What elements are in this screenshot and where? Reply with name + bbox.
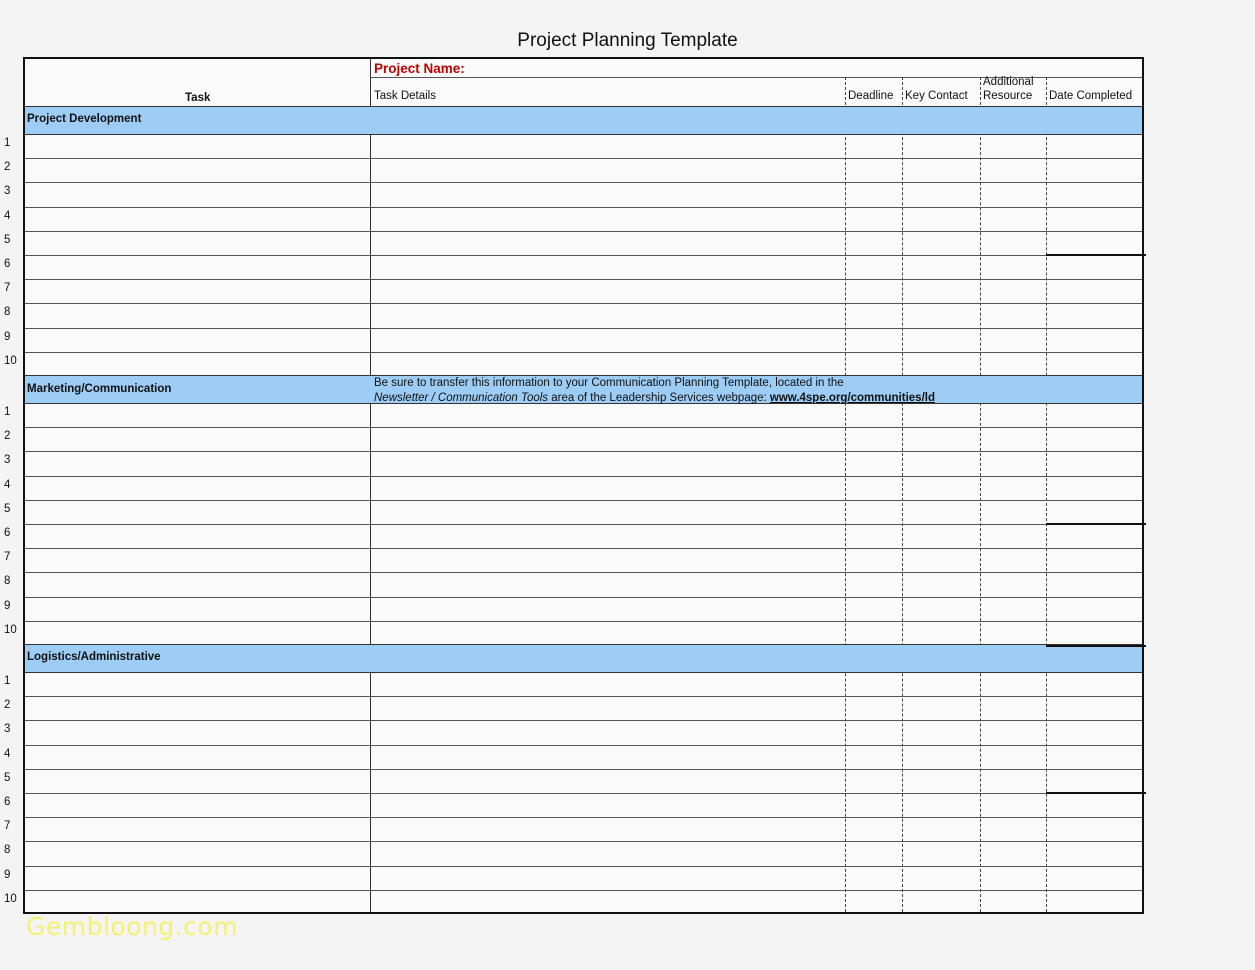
row-number: 2	[4, 161, 11, 174]
section-note	[374, 376, 935, 406]
row-number: 8	[4, 844, 11, 857]
date-completed-divider	[1046, 792, 1146, 794]
row-number: 1	[4, 406, 11, 418]
planning-table	[23, 57, 1144, 914]
note-plain-text: area of the Leadership Services webpage:	[548, 392, 770, 404]
row-divider	[25, 158, 1142, 159]
watermark: Gembloong.com	[26, 912, 239, 941]
date-completed-divider	[1046, 645, 1146, 647]
row-divider	[25, 745, 1142, 746]
row-divider	[25, 720, 1142, 721]
row-number: 4	[4, 209, 11, 222]
column-divider	[845, 77, 846, 912]
row-divider	[25, 231, 1142, 232]
row-divider	[25, 207, 1142, 208]
section-band	[25, 375, 1142, 404]
key-contact-header: Key Contact	[905, 90, 968, 102]
date-completed-header: Date Completed	[1049, 90, 1133, 102]
row-divider	[25, 841, 1142, 842]
section-note-line2	[374, 391, 935, 406]
section-label: Marketing/Communication	[27, 383, 172, 395]
row-number: 9	[4, 599, 11, 612]
row-divider	[25, 500, 1142, 501]
row-divider	[25, 572, 1142, 573]
row-divider	[25, 817, 1142, 818]
note-italic-text: Newsletter / Communication Tools	[374, 392, 549, 404]
section-label: Project Development	[27, 113, 142, 125]
additional-resource-header-line1: Additional	[983, 76, 1034, 88]
row-number: 4	[4, 747, 11, 760]
row-number: 6	[4, 796, 11, 808]
row-divider	[25, 279, 1142, 280]
row-number: 5	[4, 502, 11, 515]
row-number: 9	[4, 868, 11, 881]
row-number: 7	[4, 820, 11, 833]
row-divider	[25, 352, 1142, 353]
row-number: 8	[4, 575, 11, 588]
row-number: 8	[4, 306, 11, 319]
column-divider	[1046, 77, 1047, 912]
row-divider	[25, 769, 1142, 770]
row-number: 2	[4, 699, 11, 712]
row-number: 9	[4, 330, 11, 343]
section-band	[25, 644, 1142, 673]
additional-resource-header-line2: Resource	[983, 90, 1033, 102]
row-number: 6	[4, 527, 11, 539]
row-divider	[25, 303, 1142, 304]
row-number: 1	[4, 675, 11, 687]
row-number: 10	[4, 892, 17, 905]
note-link-text[interactable]: www.4spe.org/communities/ld	[769, 392, 935, 404]
deadline-header: Deadline	[848, 90, 894, 102]
column-divider	[980, 77, 981, 912]
row-divider	[25, 451, 1142, 452]
date-completed-divider	[1046, 523, 1146, 525]
row-number: 7	[4, 282, 11, 295]
page-title: Project Planning Template	[517, 30, 738, 51]
row-divider	[25, 866, 1142, 867]
section-label: Logistics/Administrative	[27, 651, 161, 663]
row-number: 3	[4, 454, 11, 467]
section-band	[25, 106, 1142, 135]
row-divider	[25, 524, 1142, 525]
project-name-label: Project Name:	[374, 61, 465, 76]
row-divider	[25, 890, 1142, 891]
row-divider	[25, 548, 1142, 549]
row-divider	[25, 427, 1142, 428]
row-number: 6	[4, 258, 11, 270]
row-divider	[25, 696, 1142, 697]
row-number: 1	[4, 137, 11, 149]
row-divider	[25, 621, 1142, 622]
row-number: 2	[4, 430, 11, 443]
column-divider	[370, 59, 371, 912]
row-number: 5	[4, 233, 11, 246]
row-divider	[25, 182, 1142, 183]
date-completed-divider	[1046, 254, 1146, 256]
row-divider	[25, 597, 1142, 598]
row-divider	[25, 793, 1142, 794]
row-number: 3	[4, 185, 11, 198]
row-number: 7	[4, 551, 11, 564]
row-divider	[25, 255, 1142, 256]
task-header: Task	[185, 92, 211, 104]
row-number: 10	[4, 354, 17, 367]
row-number: 4	[4, 478, 11, 491]
row-number: 5	[4, 771, 11, 784]
column-divider	[902, 77, 903, 912]
row-divider	[25, 328, 1142, 329]
row-number: 10	[4, 623, 17, 636]
row-divider	[25, 476, 1142, 477]
row-number: 3	[4, 723, 11, 736]
task-details-header: Task Details	[374, 90, 436, 102]
section-note-line1: Be sure to transfer this information to your Communication Planning Template, located in the	[374, 377, 844, 389]
